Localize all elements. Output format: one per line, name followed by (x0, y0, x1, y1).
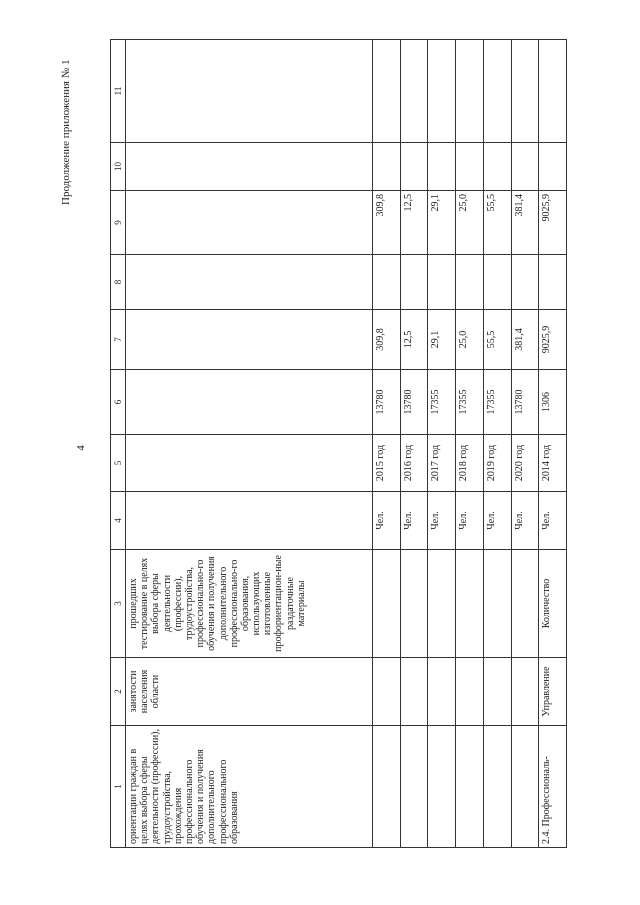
unit-cell: Чел. (400, 492, 428, 550)
table-row-main (126, 40, 373, 848)
main-col3: прошедших тестирование в целях выбора сферы деятельности (профессии), трудоустройства, профессионально-го обучения и получения дополнительного профессионально-го образования, использующих изготовленные профориентацион-ные раздаточные материалы (126, 550, 373, 658)
year-cell: 2014 год (539, 435, 567, 492)
value-cell: 29,1 (428, 310, 456, 370)
column-number-row (111, 40, 126, 848)
col-num: 5 (111, 435, 126, 492)
year-cell: 2017 год (428, 435, 456, 492)
table-row-last (539, 40, 567, 848)
col-num: 8 (111, 255, 126, 310)
value-cell: 13780 (511, 370, 539, 435)
value-cell: 13780 (400, 370, 428, 435)
col-num: 1 (111, 726, 126, 848)
unit-cell: Чел. (539, 492, 567, 550)
table-row (428, 40, 456, 848)
unit-cell: Чел. (456, 492, 484, 550)
value-cell: 55,5 (483, 191, 511, 255)
unit-cell: Чел. (373, 492, 401, 550)
page-number: 4 (74, 445, 87, 451)
table-row (483, 40, 511, 848)
year-cell: 2015 год (373, 435, 401, 492)
appendix-note: Продолжение приложения № 1 (60, 59, 72, 205)
value-cell: 29,1 (428, 191, 456, 255)
value-cell: 13780 (373, 370, 401, 435)
year-cell: 2016 год (400, 435, 428, 492)
value-cell: 9025,9 (539, 310, 567, 370)
col-num: 10 (111, 143, 126, 191)
col-num: 11 (111, 40, 126, 143)
last-col2: Управление (539, 658, 567, 726)
table-row (511, 40, 539, 848)
last-col3: Количество (539, 550, 567, 658)
value-cell: 55,5 (483, 310, 511, 370)
unit-cell: Чел. (483, 492, 511, 550)
rotated-table-wrapper (110, 40, 567, 848)
col-num: 7 (111, 310, 126, 370)
value-cell: 9025,9 (539, 191, 567, 255)
value-cell: 309,8 (373, 310, 401, 370)
value-cell: 25,0 (456, 191, 484, 255)
table-row (400, 40, 428, 848)
col-num: 3 (111, 550, 126, 658)
col-num: 6 (111, 370, 126, 435)
year-cell: 2020 год (511, 435, 539, 492)
value-cell: 12,5 (400, 310, 428, 370)
unit-cell: Чел. (511, 492, 539, 550)
unit-cell: Чел. (428, 492, 456, 550)
year-cell: 2018 год (456, 435, 484, 492)
main-col1: ориентации граждан в целях выбора сферы деятельности (профессии), трудоустройства, прохождения профессионального обучения и получения дополнительного профессионального образования (126, 726, 373, 848)
data-table (110, 39, 567, 848)
value-cell: 17355 (428, 370, 456, 435)
value-cell: 309,8 (373, 191, 401, 255)
year-cell: 2019 год (483, 435, 511, 492)
value-cell: 17355 (483, 370, 511, 435)
value-cell: 381,4 (511, 191, 539, 255)
last-col1: 2.4. Профессиональ- (539, 726, 567, 848)
value-cell: 25,0 (456, 310, 484, 370)
main-col2: занятости населения области (126, 658, 373, 726)
value-cell: 1306 (539, 370, 567, 435)
col-num: 4 (111, 492, 126, 550)
col-num: 2 (111, 658, 126, 726)
table-row (373, 40, 401, 848)
table-row (456, 40, 484, 848)
value-cell: 12,5 (400, 191, 428, 255)
value-cell: 17355 (456, 370, 484, 435)
value-cell: 381,4 (511, 310, 539, 370)
col-num: 9 (111, 191, 126, 255)
